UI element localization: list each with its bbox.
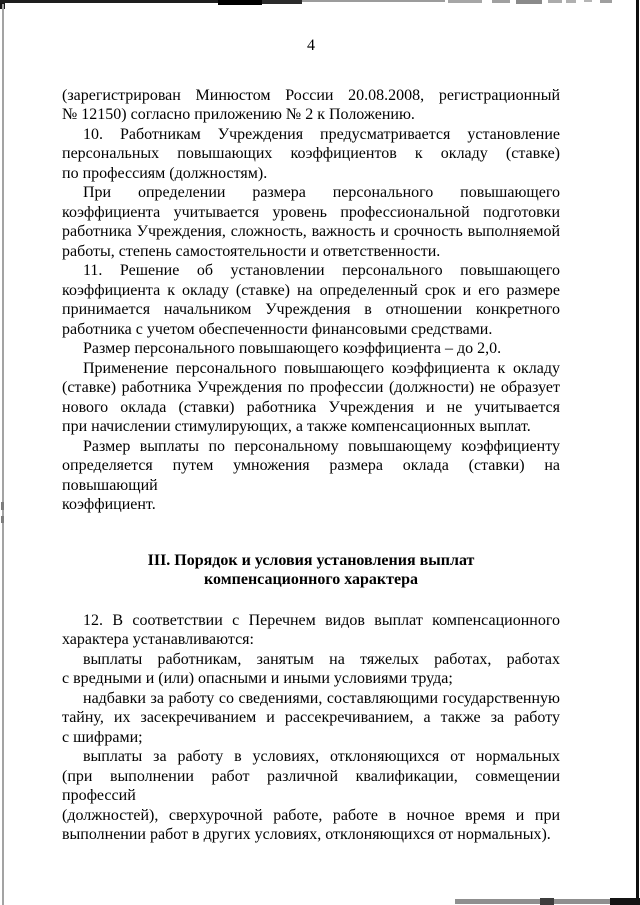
text-line: нового оклада (ставки) работника Учреждения и не учитывается (62, 398, 560, 416)
text-line: При определении размера персонального повышающего (83, 184, 560, 201)
paragraph (62, 359, 560, 437)
text-line: определяется путем умножения размера оклада (ставки) на повышающий (62, 457, 560, 494)
text-line: выплаты за работу в условиях, отклоняющихся от нормальных (83, 748, 560, 765)
scan-left-edge-artifact (1, 516, 4, 523)
text-line: выполнении работ в других условиях, отклоняющихся от нормальных). (62, 826, 551, 843)
paragraph (62, 437, 560, 515)
scan-left-edge-artifact (2, 4, 4, 905)
scan-bottom-edge-artifact (610, 898, 640, 905)
text-line: (ставке) работника Учреждения по профессии (должности) не образует (62, 379, 560, 396)
paragraph (62, 611, 560, 650)
text-line: выплаты работникам, занятым на тяжелых работах, работах (83, 650, 560, 668)
scan-top-edge-artifact (566, 0, 576, 3)
scan-bottom-edge-artifact (455, 899, 540, 904)
text-line: (зарегистрирован Минюстом России 20.08.2008, регистрационный (62, 86, 560, 104)
text-line: Размер выплаты по персональному повышающему коэффициенту (83, 437, 560, 455)
text-line: персональных повышающих коэффициентов к окладу (ставке) (62, 145, 560, 162)
scan-top-edge-artifact (584, 0, 592, 2)
text-line: принимается начальником Учреждения в отношении конкретного (62, 301, 560, 318)
text-line: работы, степень самостоятельности и ответственности. (62, 242, 441, 260)
text-line: коэффициента учитывается уровень профессиональной подготовки (62, 203, 560, 221)
paragraph (62, 261, 560, 339)
text-line: тайну, их засекречиванием и рассекречиванием, а также за работу (62, 709, 560, 726)
text-line: с вредными и (или) опасными и иными условиями труда; (62, 670, 453, 687)
heading-line: компенсационного характера (204, 571, 418, 588)
text-line: надбавки за работу со сведениями, составляющими государственную (83, 689, 560, 707)
text-line: при начислении стимулирующих, а также компенсационных выплат. (62, 418, 531, 435)
page-number: 4 (307, 37, 315, 54)
scan-right-edge-artifact (636, 0, 639, 905)
section-heading (62, 551, 560, 590)
text-line: работника Учреждения, сложность, важность и срочность выполняемой (62, 223, 560, 240)
text-line: по профессиям (должностям). (62, 164, 268, 182)
text-line: Размер персонального повышающего коэффициента – до 2,0. (83, 340, 502, 357)
paragraph (62, 650, 560, 689)
scan-left-edge-artifact (1, 502, 4, 510)
paragraph (62, 689, 560, 748)
text-line: 10. Работникам Учреждения предусматривается установление (83, 125, 560, 143)
text-line: коэффициент. (62, 496, 156, 513)
text-line: характера устанавливаются: (62, 631, 254, 648)
paragraph (62, 86, 560, 125)
document-content (62, 0, 560, 845)
text-line: № 12150) согласно приложению № 2 к Положению. (62, 106, 415, 123)
text-line: 11. Решение об установлении персонального повышающего (83, 262, 560, 279)
text-line: работника с учетом обеспеченности финансовыми средствами. (62, 320, 493, 338)
text-line: 12. В соответствии с Перечнем видов выплат компенсационного (83, 611, 560, 629)
scan-bottom-edge-artifact (554, 899, 610, 904)
document-blocks (62, 86, 560, 845)
paragraph (62, 183, 560, 261)
text-line: с шифрами; (62, 728, 143, 746)
scan-top-edge-artifact (600, 0, 612, 3)
heading-line: III. Порядок и условия установления выплат (147, 551, 475, 569)
scan-bottom-edge-artifact (540, 898, 554, 905)
text-line: коэффициента к окладу (ставке) на определенный срок и его размере (62, 281, 560, 299)
paragraph (62, 125, 560, 184)
text-line: Применение персонального повышающего коэффициента к окладу (83, 359, 560, 377)
text-line: (должностей), сверхурочной работе, работе в ночное время и при (62, 806, 560, 824)
paragraph (62, 339, 560, 359)
text-line: (при выполнении работ различной квалификации, совмещении профессий (62, 767, 560, 804)
paragraph (62, 747, 560, 845)
